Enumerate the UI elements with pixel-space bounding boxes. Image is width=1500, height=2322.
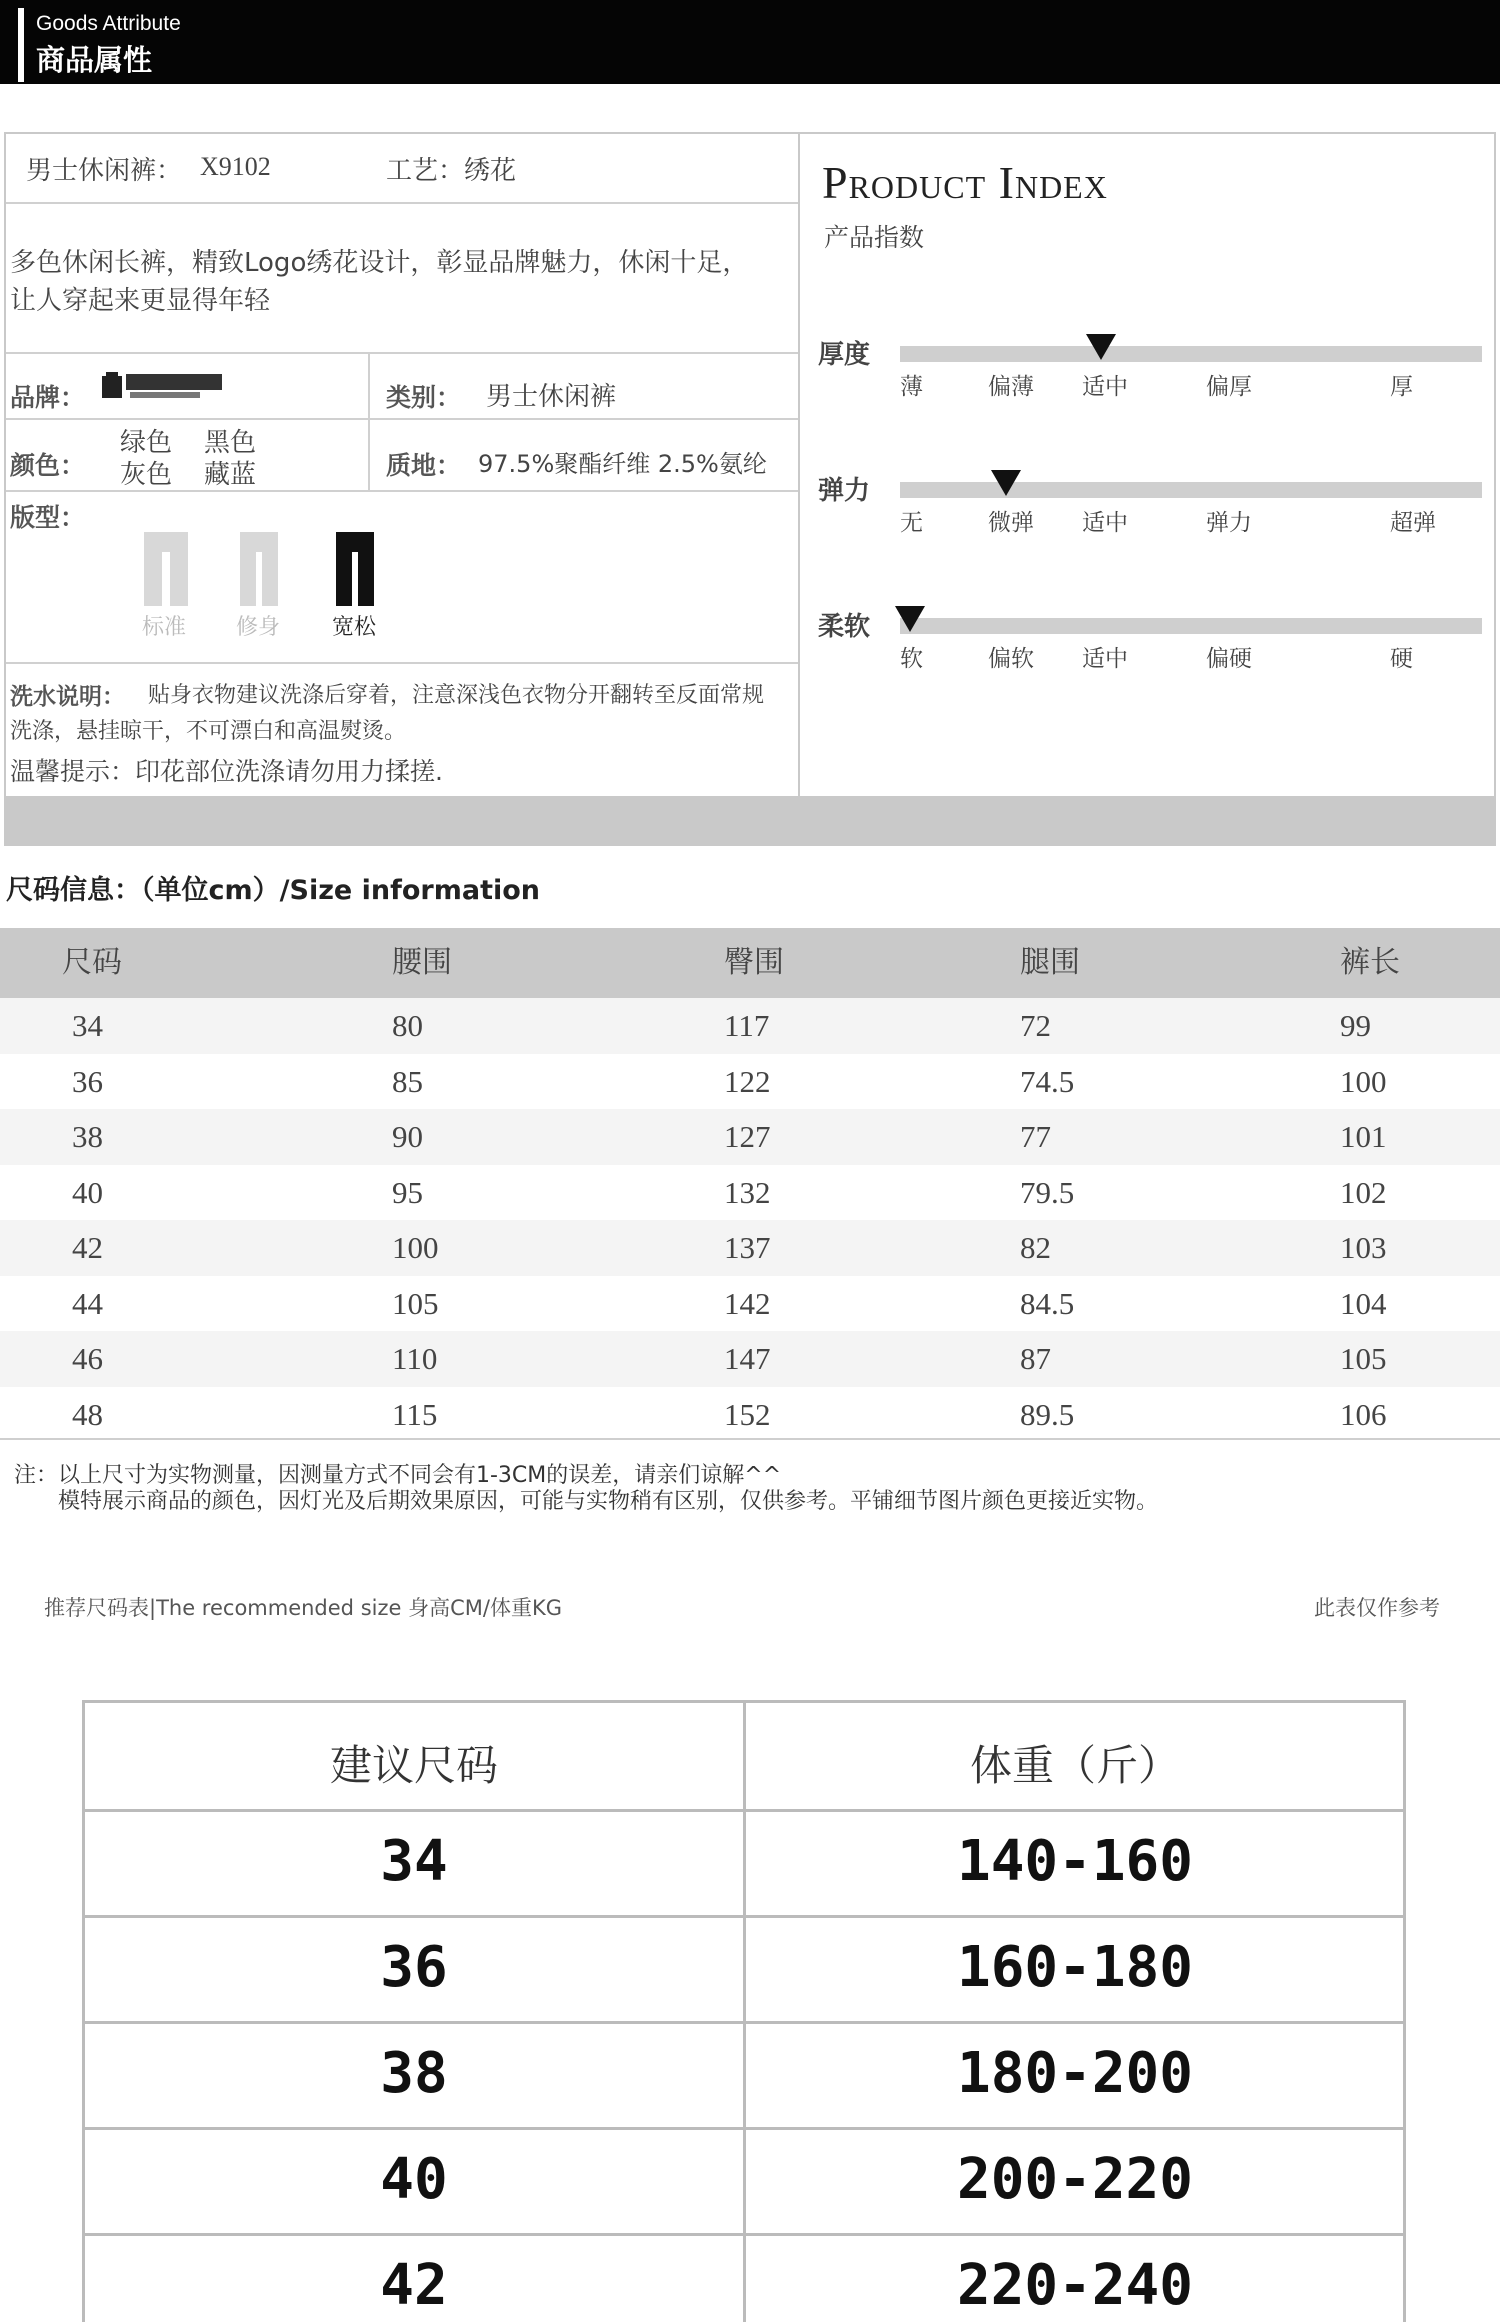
metric-scale-label: 厚	[1390, 374, 1413, 400]
description-line-2: 让人穿起来更显得年轻	[10, 286, 271, 316]
brand-label: 品牌：	[10, 383, 86, 412]
divider	[743, 1703, 746, 2322]
divider	[85, 1915, 1403, 1918]
table-cell: 48	[72, 1396, 103, 1432]
category-label: 类别：	[386, 383, 462, 412]
table-cell: 36	[380, 1935, 448, 2000]
column-header: 臀围	[724, 945, 784, 980]
table-cell: 44	[72, 1285, 103, 1321]
fit-loose-icon	[336, 532, 374, 606]
table-cell: 115	[392, 1396, 438, 1432]
header-title-cn: 商品属性	[36, 43, 153, 77]
table-cell: 100	[1340, 1063, 1387, 1099]
size-info-title: 尺码信息：（单位cm）/Size information	[6, 875, 541, 906]
metric-scale-label: 微弹	[988, 510, 1034, 536]
grey-separator	[4, 798, 1496, 846]
divider	[0, 1438, 1500, 1440]
table-cell: 79.5	[1020, 1174, 1075, 1210]
table-cell: 122	[724, 1063, 771, 1099]
table-cell: 99	[1340, 1008, 1371, 1043]
section-header	[0, 0, 1500, 84]
divider	[6, 418, 798, 420]
color-option: 黑色	[204, 428, 257, 458]
table-cell: 142	[724, 1285, 771, 1321]
fit-slim-label: 修身	[236, 615, 281, 640]
metric-indicator-icon	[991, 470, 1021, 496]
metric-scale-label: 偏软	[988, 646, 1034, 672]
recommended-size-note: 此表仅作参考	[1314, 1596, 1440, 1620]
color-note: 模特展示商品的颜色，因灯光及后期效果原因，可能与实物稍有区别，仅供参考。平铺细节图片颜色更接近实物。	[58, 1489, 1159, 1514]
table-cell: 132	[724, 1174, 771, 1210]
divider	[6, 202, 798, 204]
table-cell: 103	[1340, 1230, 1387, 1265]
color-option: 绿色	[120, 428, 173, 458]
table-cell: 220-240	[956, 2253, 1193, 2318]
divider	[6, 490, 798, 492]
table-cell: 38	[72, 1119, 103, 1154]
table-cell: 152	[724, 1396, 771, 1432]
column-header: 建议尺码	[329, 1741, 498, 1790]
fit-label: 版型：	[10, 503, 86, 532]
color-option: 灰色	[120, 460, 173, 490]
fit-standard-label: 标准	[142, 615, 187, 640]
table-cell: 100	[392, 1230, 439, 1265]
table-cell: 104	[1340, 1285, 1387, 1321]
metric-scale-label: 适中	[1082, 374, 1128, 400]
table-cell: 87	[1020, 1341, 1051, 1376]
table-row	[0, 1109, 1500, 1165]
table-cell: 34	[380, 1829, 448, 1894]
table-cell: 89.5	[1020, 1396, 1075, 1432]
fit-loose-label: 宽松	[332, 615, 377, 640]
table-cell: 82	[1020, 1230, 1051, 1265]
table-cell: 34	[72, 1008, 103, 1043]
metric-scale-label: 超弹	[1390, 510, 1436, 536]
metric-scale-label: 适中	[1082, 646, 1128, 672]
table-cell: 127	[724, 1119, 771, 1154]
metric-scale-label: 偏硬	[1206, 646, 1252, 672]
table-cell: 95	[392, 1174, 423, 1210]
craft: 工艺：绣花	[386, 156, 517, 186]
column-header: 腰围	[392, 945, 452, 980]
divider	[368, 352, 370, 490]
wash-line-1: 贴身衣物建议洗涤后穿着，注意深浅色衣物分开翻转至反面常规	[148, 683, 765, 708]
metric-scale-label: 软	[900, 646, 923, 672]
product-index-title: Product Index	[822, 157, 1108, 208]
measurement-note: 注：以上尺寸为实物测量，因测量方式不同会有1-3CM的误差，请亲们谅解^^	[14, 1463, 782, 1488]
metric-name: 柔软	[818, 612, 871, 642]
table-cell: 140-160	[956, 1829, 1193, 1894]
table-row	[0, 998, 1500, 1054]
table-cell: 105	[1340, 1341, 1387, 1376]
table-cell: 77	[1020, 1119, 1051, 1154]
category-value: 男士休闲裤	[486, 382, 617, 412]
table-cell: 72	[1020, 1008, 1051, 1043]
table-row	[0, 1387, 1500, 1443]
divider	[85, 2021, 1403, 2024]
style-label: 男士休闲裤：	[26, 156, 183, 186]
brand-logo	[100, 370, 230, 406]
table-cell: 90	[392, 1119, 423, 1154]
metric-track	[900, 346, 1482, 362]
recommended-size-table	[82, 1700, 1406, 2322]
table-cell: 40	[72, 1174, 103, 1210]
metric-scale-label: 薄	[900, 374, 923, 400]
metric-scale-label: 硬	[1390, 646, 1413, 672]
metric-scale-label: 偏厚	[1206, 374, 1252, 400]
material-label: 质地：	[386, 451, 462, 480]
metric-indicator-icon	[895, 606, 925, 632]
description-line-1: 多色休闲长裤，精致Logo绣花设计，彰显品牌魅力，休闲十足，	[10, 248, 749, 278]
table-cell: 117	[724, 1008, 770, 1043]
table-row	[0, 1331, 1500, 1387]
care-tip: 温馨提示：印花部位洗涤请勿用力揉搓.	[10, 757, 443, 786]
table-cell: 85	[392, 1063, 423, 1099]
column-header: 尺码	[62, 945, 122, 980]
metric-track	[900, 482, 1482, 498]
fit-slim-icon	[240, 532, 278, 606]
divider	[6, 662, 798, 664]
column-header: 腿围	[1020, 945, 1080, 980]
fit-standard-icon	[144, 532, 188, 606]
material-value: 97.5%聚酯纤维 2.5%氨纶	[478, 450, 767, 478]
header-accent-bar	[18, 8, 24, 82]
table-cell: 147	[724, 1341, 771, 1376]
table-row	[0, 1276, 1500, 1332]
style-value: X9102	[200, 152, 271, 181]
table-cell: 74.5	[1020, 1063, 1075, 1099]
table-cell: 137	[724, 1230, 771, 1265]
table-cell: 36	[72, 1063, 103, 1099]
metric-scale-label: 偏薄	[988, 374, 1034, 400]
metric-scale-label: 弹力	[1206, 510, 1252, 536]
divider	[85, 1809, 1403, 1812]
metric-track	[900, 618, 1482, 634]
table-cell: 200-220	[956, 2147, 1193, 2212]
table-cell: 38	[380, 2041, 448, 2106]
metric-scale-label: 适中	[1082, 510, 1128, 536]
header-title-en: Goods Attribute	[36, 12, 181, 35]
table-row	[0, 1054, 1500, 1110]
wash-label: 洗水说明：	[10, 684, 125, 710]
table-cell: 101	[1340, 1119, 1387, 1154]
metric-indicator-icon	[1086, 334, 1116, 360]
metric-name: 厚度	[818, 340, 871, 370]
table-cell: 105	[392, 1285, 439, 1321]
wash-line-2: 洗涤，悬挂晾干，不可漂白和高温熨烫。	[10, 719, 407, 744]
column-header: 裤长	[1340, 945, 1400, 980]
table-cell: 180-200	[956, 2041, 1193, 2106]
recommended-size-title: 推荐尺码表|The recommended size 身高CM/体重KG	[44, 1596, 562, 1620]
table-cell: 46	[72, 1341, 103, 1376]
color-label: 颜色：	[10, 451, 86, 480]
table-cell: 106	[1340, 1396, 1387, 1432]
table-row	[0, 1220, 1500, 1276]
size-table-header	[0, 928, 1500, 998]
table-cell: 102	[1340, 1174, 1387, 1210]
attributes-panel	[4, 132, 800, 798]
product-index-panel	[800, 132, 1496, 798]
color-option: 藏蓝	[204, 460, 257, 490]
table-cell: 42	[380, 2253, 448, 2318]
product-index-subtitle: 产品指数	[824, 223, 925, 252]
divider	[6, 352, 798, 354]
table-cell: 40	[380, 2147, 448, 2212]
table-row	[0, 1165, 1500, 1221]
divider	[85, 2233, 1403, 2236]
table-cell: 110	[392, 1341, 438, 1376]
table-cell: 42	[72, 1230, 103, 1265]
table-cell: 84.5	[1020, 1285, 1075, 1321]
column-header: 体重（斤）	[969, 1741, 1180, 1790]
table-cell: 80	[392, 1008, 423, 1043]
divider	[85, 2127, 1403, 2130]
metric-name: 弹力	[818, 476, 871, 506]
table-cell: 160-180	[956, 1935, 1193, 2000]
metric-scale-label: 无	[900, 510, 923, 536]
